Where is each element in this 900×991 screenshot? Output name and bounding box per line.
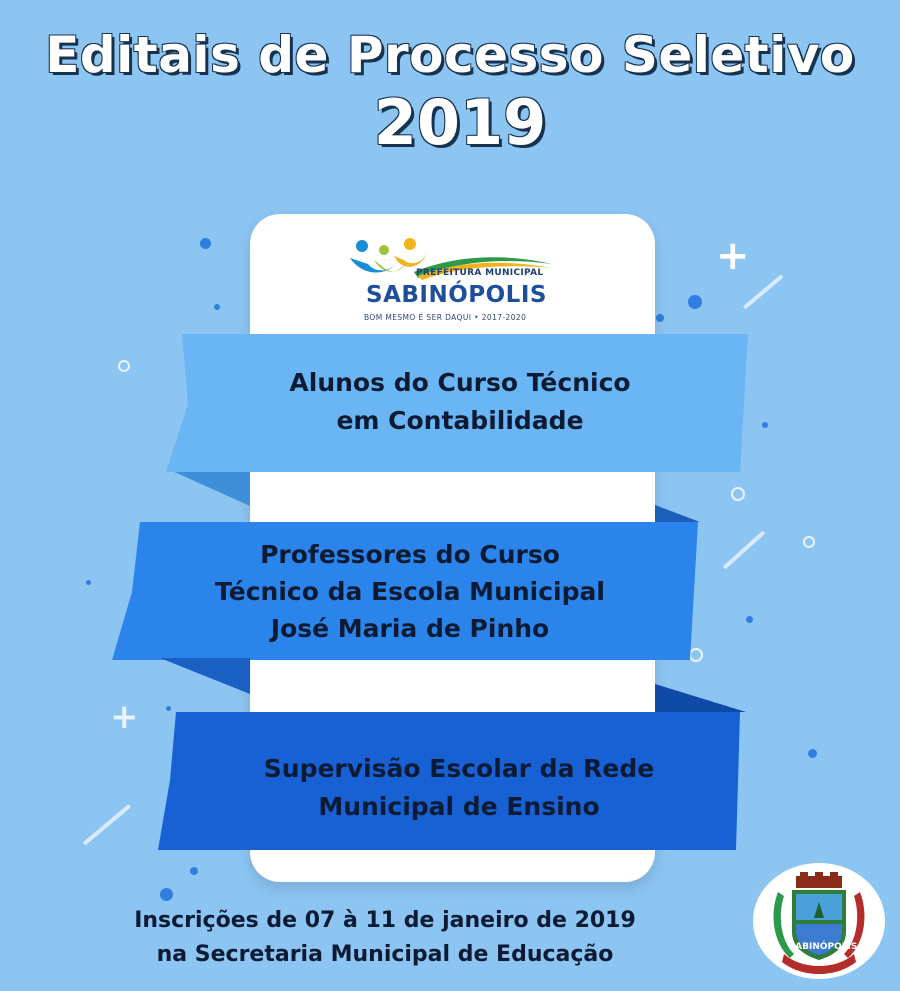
logo-slogan: BOM MESMO É SER DAQUI • 2017-2020 [364,313,527,322]
ribbon-1-text [180,364,740,440]
ribbon-2-text [120,536,700,647]
ribbon-2-line3: José Maria de Pinho [270,614,550,643]
ribbon-2-line2: Técnico da Escola Municipal [215,577,605,606]
logo-name: SABINÓPOLIS [366,282,547,308]
page-title-year: 2019 [373,86,547,159]
registration-info [40,904,730,972]
ribbon-1-fold [170,470,250,506]
ribbon-2-fold-left [160,658,250,694]
ribbon-3-text [176,750,742,826]
coat-of-arms-icon [752,862,886,980]
seal-label: SABINÓPOLIS [788,942,858,952]
registration-dates: Inscrições de 07 à 11 de janeiro de 2019 [134,908,636,933]
ribbon-3-fold [655,684,746,712]
ribbon-1-line1: Alunos do Curso Técnico [289,368,631,397]
plus-icon: + [716,233,750,279]
ribbon-2-fold [655,505,700,522]
page-title: Editais de Processo Seletivo [45,26,855,84]
ribbon-3-line2: Municipal de Ensino [318,792,600,821]
plus-icon: + [110,697,139,737]
ribbon-2-line1: Professores do Curso [260,540,560,569]
registration-location: na Secretaria Municipal de Educação [156,942,614,967]
ribbon-1-line2: em Contabilidade [336,406,584,435]
ribbon-3-line1: Supervisão Escolar da Rede [263,754,655,783]
logo-subtitle: PREFEITURA MUNICIPAL [416,268,544,278]
